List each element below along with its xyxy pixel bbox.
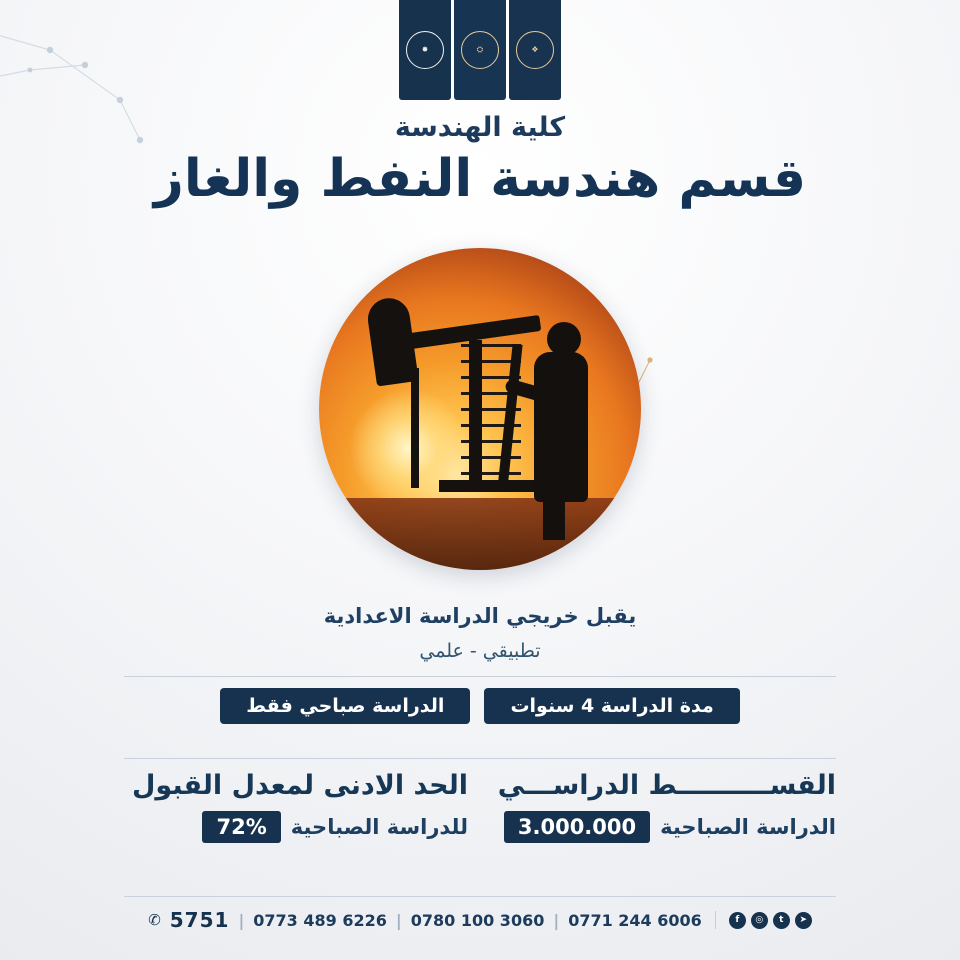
min-average-column [124,770,468,843]
header-block [0,112,960,209]
branch-line: تطبيقي - علمي [419,640,541,662]
safety-helmet [593,248,641,274]
footer-separator-1: | [238,910,245,930]
divider-bottom [124,896,836,897]
divider-top [124,676,836,677]
contact-number-3[interactable]: 0771 244 6006 [568,910,702,930]
social-icons [729,912,812,929]
logo-strip [0,0,960,100]
university-logo: ⛭ [461,31,499,69]
contact-number-2[interactable]: 0780 100 3060 [410,910,545,930]
instagram-icon[interactable]: ◎ [751,912,768,929]
pumpjack-post-silhouette [469,340,482,490]
tuition-value: 3.000.000 [504,811,650,843]
footer-separator-3: | [553,910,560,930]
college-name: كلية الهندسة [394,112,566,143]
contact-footer [0,908,960,932]
footer-divider [715,911,716,929]
hotline-number[interactable]: 5751 [169,908,230,932]
study-duration-pill: مدة الدراسة 4 سنوات [484,688,739,724]
oil-rig-sunset-image [319,248,641,570]
min-average-value: 72% [202,811,280,843]
logo-card-college [399,0,451,100]
page-title: قسم هندسة النفط والغاز [153,149,807,209]
telegram-icon[interactable]: ➤ [795,912,812,929]
ministry-of-higher-education-logo: ❖ [516,31,554,69]
info-pill-row [0,688,960,724]
ground-band [319,498,641,570]
twitter-icon[interactable]: t [773,912,790,929]
min-average-heading: الحد الادنى لمعدل القبول [131,770,468,801]
logo-card-university [454,0,506,100]
tuition-row [492,811,836,843]
tuition-label: الدراسة الصباحية [660,815,836,839]
worker-leg-silhouette [543,492,565,540]
safety-helmet-brim [581,274,641,281]
min-average-row [124,811,468,843]
min-average-label: للدراسة الصباحية [290,815,468,839]
facebook-icon[interactable]: f [729,912,746,929]
footer-separator-2: | [395,910,402,930]
tuition-heading: القســــــــــط الدراســـي [497,770,836,801]
tuition-column [492,770,836,843]
department-photo [319,248,641,570]
pumpjack-base-silhouette [439,480,549,492]
logo-card-ministry [509,0,561,100]
college-logo: ✸ [406,31,444,69]
divider-middle [124,758,836,759]
worker-head-silhouette [547,322,581,356]
accepts-line: يقبل خريجي الدراسة الاعدادية [323,604,637,628]
study-shift-pill: الدراسة صباحي فقط [220,688,470,724]
contact-number-1[interactable]: 0773 489 6226 [253,910,387,930]
pumpjack-rod-silhouette [411,368,419,488]
worker-body-silhouette [534,352,588,502]
phone-icon: ✆ [148,911,161,929]
details-columns [124,770,836,843]
